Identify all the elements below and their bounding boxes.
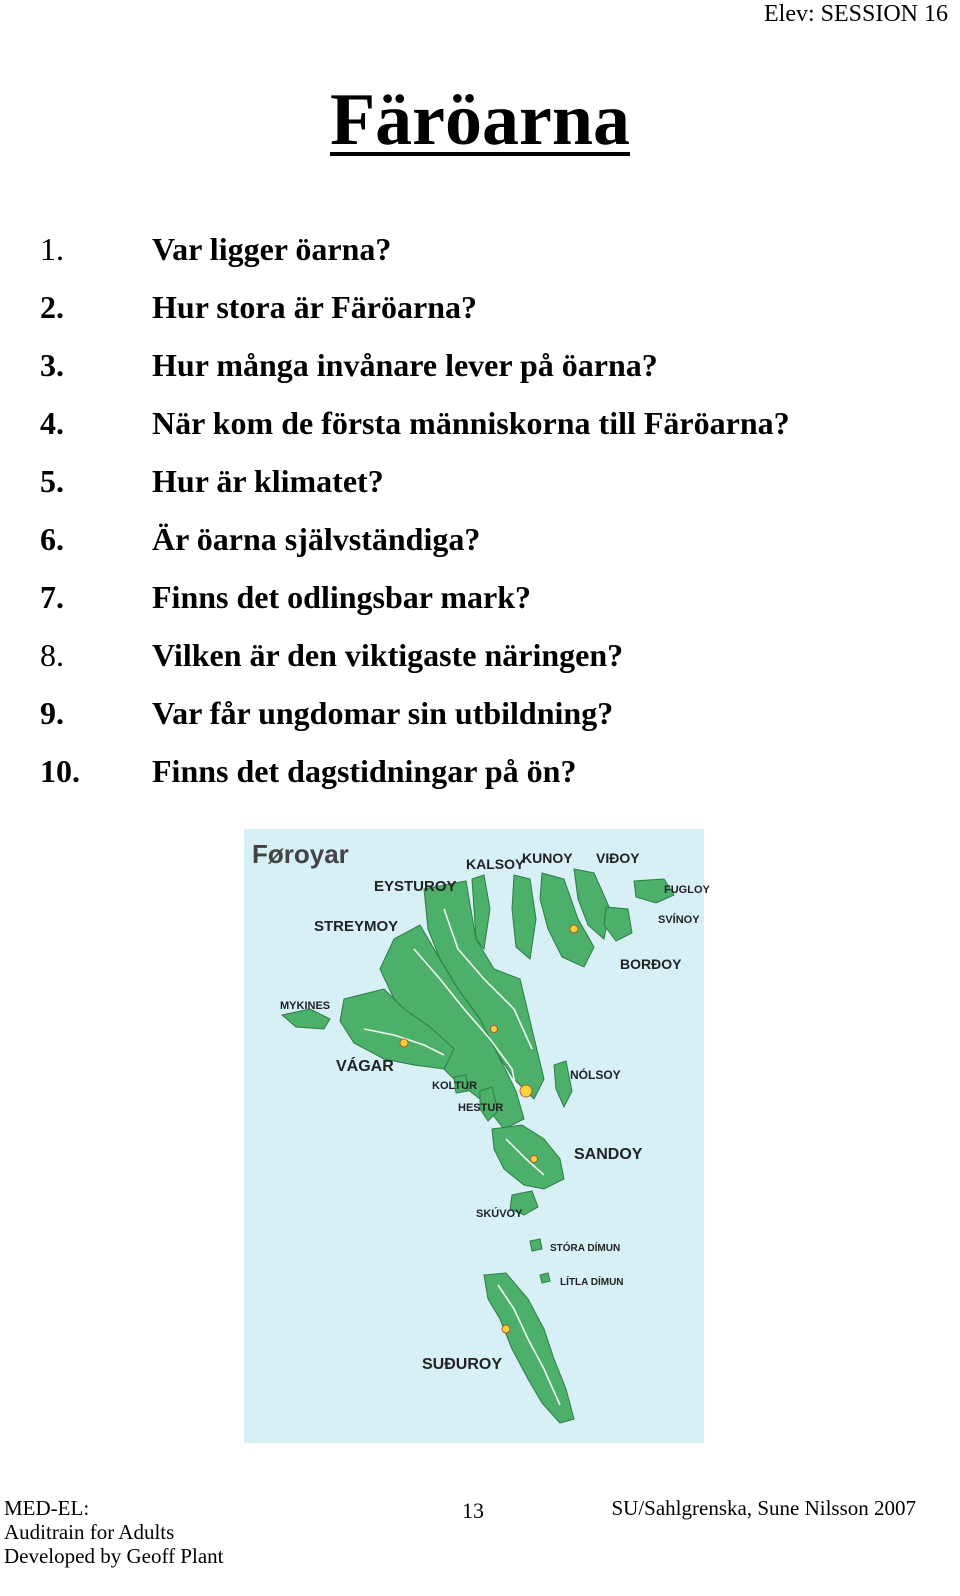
question-item: [40, 632, 940, 690]
question-item: [40, 574, 940, 632]
footer-line-2: Auditrain for Adults: [4, 1520, 175, 1544]
label-hestur: HESTUR: [458, 1102, 504, 1114]
page-title: [0, 78, 960, 162]
question-text: Finns det odlingsbar mark?: [152, 579, 532, 615]
question-item: [40, 400, 940, 458]
question-item: [40, 690, 940, 748]
question-number: 5.: [40, 463, 64, 499]
question-number: 4.: [40, 405, 64, 441]
label-bordoy: BORÐOY: [620, 956, 682, 972]
question-text: Hur stora är Färöarna?: [152, 289, 477, 325]
label-svinoy: SVÍNOY: [658, 914, 700, 926]
footer-credit-right: SU/Sahlgrenska, Sune Nilsson 2007: [611, 1496, 916, 1520]
island-mykines: [282, 1009, 330, 1029]
label-skuvoy: SKÚVOY: [476, 1208, 523, 1220]
question-text: Hur är klimatet?: [152, 463, 384, 499]
faroe-islands-map: [244, 829, 710, 1443]
island-kunoy: [512, 875, 536, 959]
question-item: [40, 458, 940, 516]
question-item: [40, 342, 940, 400]
question-text: Finns det dagstidningar på ön?: [152, 753, 577, 789]
question-text: Hur många invånare lever på öarna?: [152, 347, 658, 383]
question-number: 2.: [40, 289, 64, 325]
island-litla-dimun: [540, 1273, 550, 1283]
town: [570, 925, 578, 933]
question-text: Var ligger öarna?: [152, 231, 392, 267]
label-eysturoy: EYSTUROY: [374, 878, 457, 895]
page-number: 13: [462, 1498, 484, 1523]
footer-line-3: Developed by Geoff Plant: [4, 1544, 224, 1568]
label-mykines: MYKINES: [280, 1000, 331, 1012]
label-nolsoy: NÓLSOY: [570, 1068, 621, 1082]
town: [502, 1325, 510, 1333]
question-item: [40, 516, 940, 574]
island-stora-dimun: [530, 1239, 542, 1251]
town: [531, 1156, 538, 1163]
question-number: 3.: [40, 347, 64, 383]
town: [400, 1039, 408, 1047]
question-number: 6.: [40, 521, 64, 557]
label-suduroy: SUÐUROY: [422, 1356, 503, 1373]
question-text: Var får ungdomar sin utbildning?: [152, 695, 614, 731]
label-stora-dimun: STÓRA DÍMUN: [550, 1243, 621, 1254]
label-koltur: KOLTUR: [432, 1080, 478, 1092]
question-number: 7.: [40, 579, 64, 615]
question-number: 8.: [40, 637, 64, 673]
question-text: Vilken är den viktigaste näringen?: [152, 637, 624, 673]
label-streymoy: STREYMOY: [314, 918, 399, 935]
question-item: [40, 226, 940, 284]
town-torshavn: [520, 1085, 532, 1097]
question-item: [40, 284, 940, 342]
session-label: Elev: SESSION 16: [763, 1, 948, 27]
label-fugloy: FUGLOY: [664, 884, 710, 896]
footer-credits-left: [4, 1496, 223, 1568]
label-litla-dimun: LÍTLA DÍMUN: [560, 1277, 624, 1288]
page-title-text: Färöarna: [329, 79, 631, 161]
question-text: När kom de första människorna till Färöarna?: [152, 405, 790, 441]
question-number: 9.: [40, 695, 64, 731]
label-vidoy: VIÐOY: [596, 850, 640, 866]
question-list: [40, 226, 940, 806]
label-kunoy: KUNOY: [522, 850, 573, 866]
label-vagar: VÁGAR: [336, 1058, 394, 1075]
question-number: 10.: [40, 753, 80, 789]
island-sandoy: [492, 1125, 564, 1189]
island-suduroy: [484, 1273, 574, 1423]
question-number: 1.: [40, 231, 64, 267]
footer-line-1: MED-EL:: [4, 1496, 90, 1520]
question-item: [40, 748, 940, 806]
island-svinoy: [604, 907, 632, 941]
label-sandoy: SANDOY: [574, 1146, 643, 1163]
label-kalsoy: KALSOY: [466, 856, 525, 872]
town: [491, 1026, 498, 1033]
map-title: Føroyar: [252, 839, 349, 869]
map-svg: [244, 829, 710, 1443]
question-text: Är öarna självständiga?: [152, 521, 481, 557]
